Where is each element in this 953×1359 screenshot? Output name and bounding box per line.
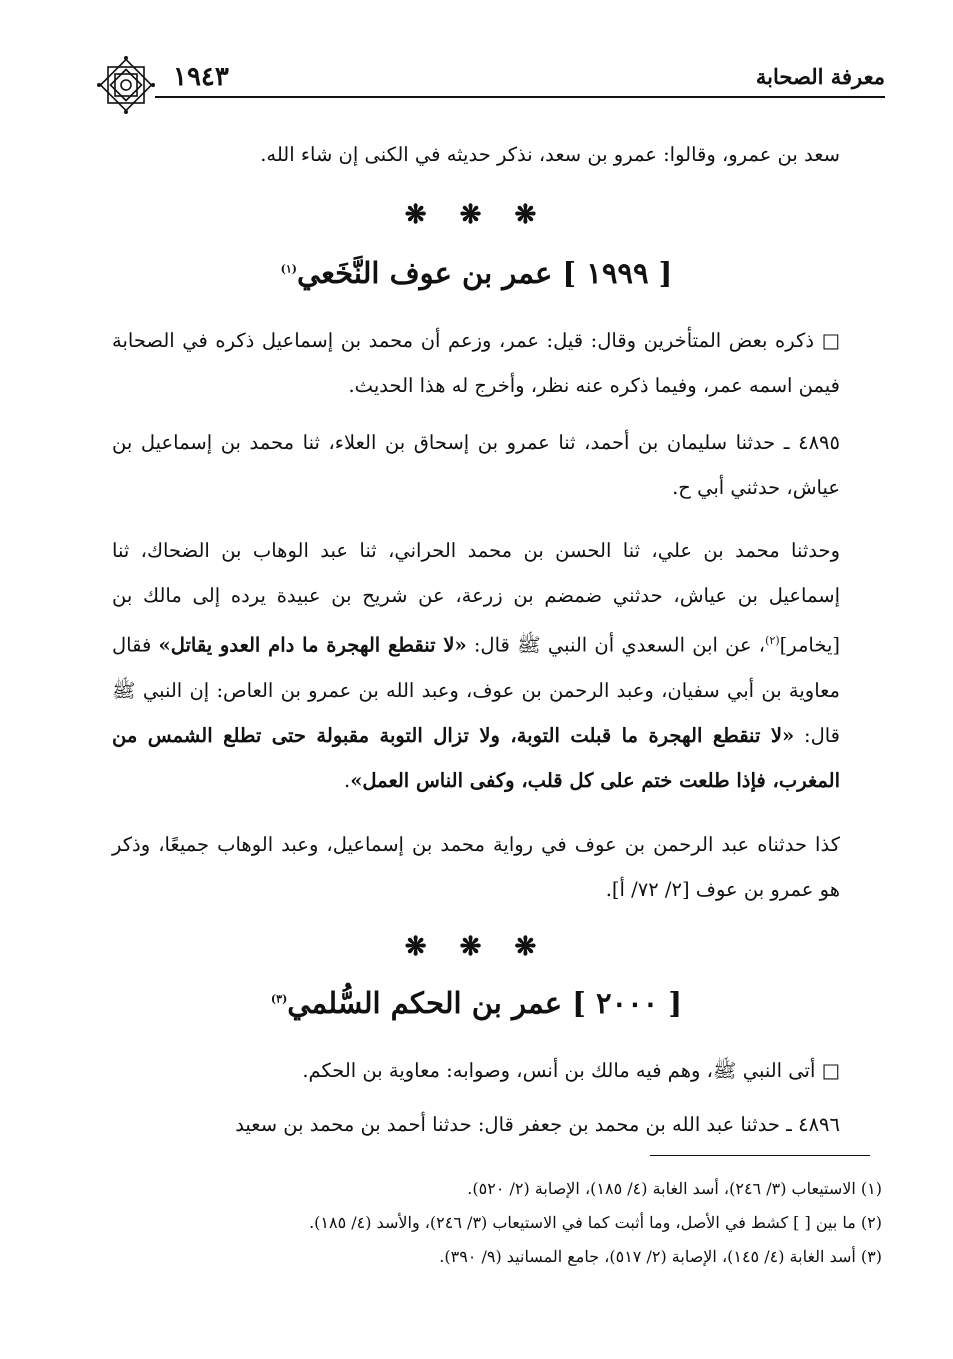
paragraph-continued: سعد بن عمرو، وقالوا: عمرو بن سعد، نذكر حديثه في الكنى إن شاء الله. [260,143,840,166]
page-number: ١٩٤٣ [173,62,229,92]
paragraph-intro-1999: □ ذكره بعض المتأخرين وقال: قيل: عمر، وزعم أن محمد بن إسماعيل ذكره في الصحابة فيمن اسمه عمر، وفيما ذكره عنه نظر، وأخرج له هذا الحديث. [112,329,840,397]
entry-heading-text: [ ١٩٩٩ ] عمر بن عوف النَّخَعي [296,256,673,290]
header-rule [155,96,885,98]
footnote-rule [650,1155,870,1156]
paragraph-note: كذا حدثناه عبد الرحمن بن عوف في رواية محمد بن إسماعيل، وعبد الوهاب جميعًا، وذكر هو عمرو بن عوف [٢/ ٧٢/ أ]. [112,833,840,901]
section-separator: ❋ ❋ ❋ [404,200,549,230]
running-head [95,58,885,98]
paragraph-hadith-4895: ٤٨٩٥ ـ حدثنا سليمان بن أحمد، ثنا عمرو بن إسحاق بن العلاء، ثنا محمد بن إسماعيل بن عياش، حدثني أبي ح. [112,431,840,499]
entry-heading-text: [ ٢٠٠٠ ] عمر بن الحكم السُّلمي [287,986,683,1020]
footnote-2: (٢) ما بين [ ] كشط في الأصل، وما أثبت كما في الاستيعاب (٣/ ٢٤٦)، والأسد (٤/ ١٨٥). [309,1213,882,1232]
text-run: وحدثنا محمد بن علي، ثنا الحسن بن محمد الحراني، ثنا عبد الوهاب بن الضحاك، ثنا إسماعيل بن عياش، حدثني ضمضم بن زرعة، عن شريح بن عبيدة يرده إلى مالك بن [يخامر] [112,539,840,657]
paragraph-isnad-continued [112,528,840,803]
section-separator: ❋ ❋ ❋ [404,932,549,962]
footnote-marker: (٢) [765,634,780,647]
text-run: فقال معاوية بن أبي سفيان، وعبد الرحمن بن عوف، وعبد الله بن عمرو بن العاص: إن النبي ﷺ قال: [112,633,841,747]
paragraph-intro-2000: □ أتى النبي ﷺ، وهم فيه مالك بن أنس، وصوابه: معاوية بن الحكم. [302,1059,840,1082]
footnotes [140,1172,882,1274]
hadith-quote-bold: «لا تنقطع الهجرة ما دام العدو يقاتل» [158,633,467,657]
footnote-marker: (١) [280,262,297,276]
paragraph-hadith-4896: ٤٨٩٦ ـ حدثنا عبد الله بن محمد بن جعفر قال: حدثنا أحمد بن محمد بن سعيد [235,1113,840,1136]
octagonal-star-ornament-icon [95,54,157,116]
footnote-marker: (٣) [270,992,288,1006]
entry-heading-1999 [0,256,953,290]
running-head-title: معرفة الصحابة [755,64,885,89]
footnote-1: (١) الاستيعاب (٣/ ٢٤٦)، أسد الغابة (٤/ ١٨٥)، الإصابة (٢/ ٥٢٠). [467,1179,882,1198]
entry-heading-2000 [0,986,953,1020]
footnote-3: (٣) أسد الغابة (٤/ ١٤٥)، الإصابة (٢/ ٥١٧)، جامع المسانيد (٩/ ٣٩٠). [439,1247,882,1266]
hadith-quote-bold: «لا تنقطع الهجرة ما قبلت التوبة، ولا تزال التوبة مقبولة حتى تطلع الشمس من المغرب، فإذا طلعت ختم على كل قلب، وكفى الناس العمل» [112,723,840,792]
text-run: . [344,768,351,792]
text-run: ، عن ابن السعدي أن النبي ﷺ قال: [466,633,766,657]
